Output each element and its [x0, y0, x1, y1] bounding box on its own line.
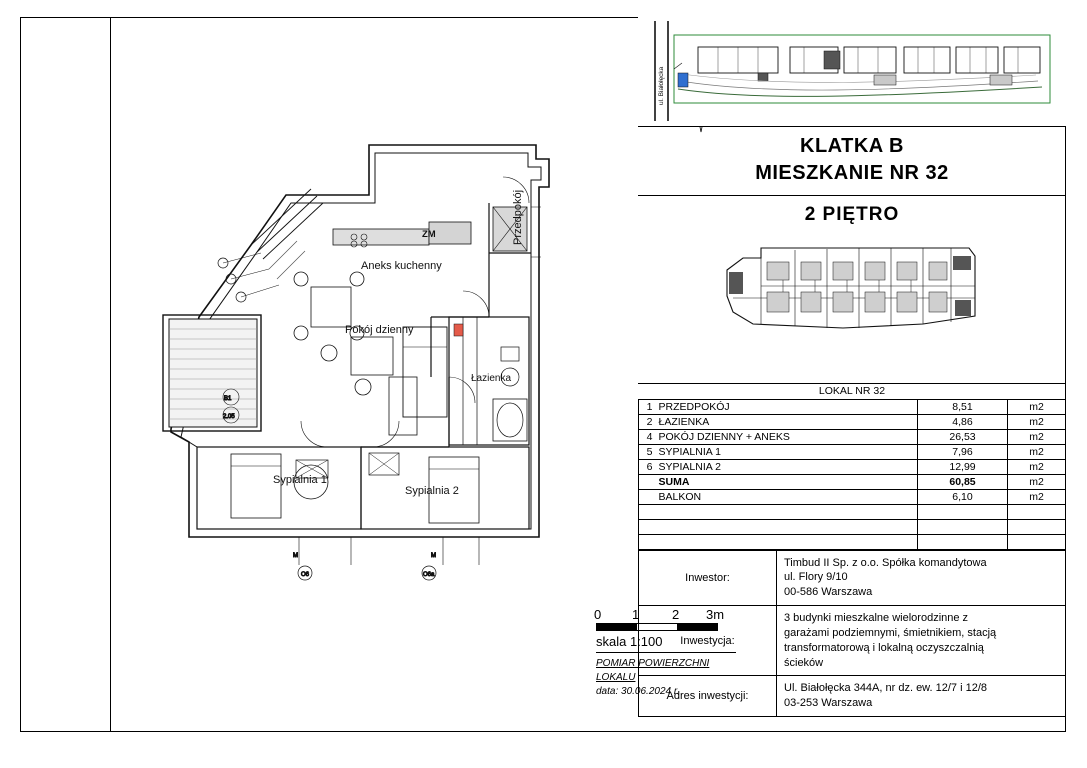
staircase-title: KLATKA B	[800, 135, 904, 157]
row-value: 6,10	[918, 489, 1008, 504]
table-row-empty	[639, 519, 1066, 534]
table-row	[639, 459, 1066, 474]
area-table-header: LOKAL NR 32	[639, 384, 1066, 399]
info-row-investor	[639, 550, 1066, 606]
row-unit: m2	[1008, 399, 1066, 414]
row-unit: m2	[1008, 489, 1066, 504]
investor-label: Inwestor:	[639, 550, 777, 606]
svg-text:M: M	[431, 553, 436, 559]
svg-text:B1: B1	[224, 396, 232, 402]
svg-text:ul. Białołęcka: ul. Białołęcka	[658, 66, 665, 105]
row-value: 26,53	[918, 429, 1008, 444]
row-name: SUMA	[655, 474, 918, 489]
info-row-investment	[639, 606, 1066, 676]
investor-line-2: ul. Flory 9/10	[784, 571, 848, 584]
area-table	[638, 384, 1066, 550]
area-table-wrapper	[638, 384, 1066, 550]
row-name: ŁAZIENKA	[655, 414, 918, 429]
info-panel	[638, 17, 1066, 732]
investment-line-2: garażami podziemnymi, śmietnikiem, stacją	[784, 626, 997, 639]
scale-tick-1: 1	[632, 607, 640, 622]
svg-text:M: M	[293, 553, 298, 559]
info-row-address	[639, 676, 1066, 717]
row-no: 4	[639, 429, 655, 444]
row-value: 8,51	[918, 399, 1008, 414]
room-label-przedpokoj: Przedpokój	[512, 189, 524, 245]
scale-tick-0: 0	[594, 607, 602, 622]
row-no: 2	[639, 414, 655, 429]
row-value: 60,85	[918, 474, 1008, 489]
investment-line-3: transformatorową i lokalną oczyszczalnią	[784, 641, 984, 654]
investor-line-1: Timbud II Sp. z o.o. Spółka komandytowa	[784, 556, 987, 569]
site-key-plan-drawing	[638, 17, 1066, 127]
table-row	[639, 429, 1066, 444]
row-no: 6	[639, 459, 655, 474]
row-name: PRZEDPOKÓJ	[655, 399, 918, 414]
investment-value	[777, 606, 1066, 676]
scale-tick-2: 2	[672, 607, 680, 622]
room-label-sypialnia-2: Sypialnia 2	[405, 485, 459, 497]
site-key-plan	[638, 17, 1066, 127]
floor-label: 2 PIĘTRO	[804, 204, 900, 225]
floor-key-plan-drawing	[723, 238, 981, 334]
address-value	[777, 676, 1066, 717]
row-no: 1	[639, 399, 655, 414]
room-label-pokoj-dzienny: Pokój dzienny	[345, 324, 414, 336]
row-unit: m2	[1008, 414, 1066, 429]
table-row	[639, 444, 1066, 459]
row-unit: m2	[1008, 459, 1066, 474]
scale-tick-3: 3m	[706, 607, 725, 622]
svg-text:2.05: 2.05	[223, 414, 235, 420]
address-line-1: Ul. Białołęcka 344A, nr dz. ew. 12/7 i 12/8	[784, 682, 988, 695]
table-row	[639, 399, 1066, 414]
scale-label: skala 1:100	[596, 634, 663, 649]
row-name: POKÓJ DZIENNY + ANEKS	[655, 429, 918, 444]
address-label: Adres inwestycji:	[639, 676, 777, 717]
row-name: BALKON	[655, 489, 918, 504]
row-no	[639, 474, 655, 489]
apartment-plan-drawing	[111, 17, 639, 617]
row-unit: m2	[1008, 429, 1066, 444]
table-row-total	[639, 474, 1066, 489]
row-no	[639, 489, 655, 504]
room-label-aneks-kuchenny: Aneks kuchenny	[361, 260, 442, 272]
floor-block	[638, 196, 1066, 384]
project-info-table	[638, 550, 1066, 718]
area-table-header-row	[639, 384, 1066, 399]
row-value: 7,96	[918, 444, 1008, 459]
investor-line-3: 00-586 Warszawa	[784, 586, 873, 599]
room-label-lazienka: Łazienka	[471, 373, 512, 384]
svg-text:O6a: O6a	[423, 572, 435, 578]
address-line-2: 03-253 Warszawa	[784, 697, 873, 710]
svg-text:O6: O6	[301, 572, 310, 578]
appliance-label-zm: ZM	[422, 229, 436, 240]
table-row	[639, 489, 1066, 504]
measurement-note-line1: POMIAR POWIERZCHNI LOKALU	[596, 658, 710, 683]
row-unit: m2	[1008, 474, 1066, 489]
room-label-sypialnia-1: Sypialnia 1	[273, 474, 327, 486]
investor-value	[777, 550, 1066, 606]
row-unit: m2	[1008, 444, 1066, 459]
row-value: 12,99	[918, 459, 1008, 474]
apartment-title: MIESZKANIE NR 32	[755, 162, 949, 184]
investment-line-1: 3 budynki mieszkalne wielorodzinne z	[784, 612, 969, 625]
row-value: 4,86	[918, 414, 1008, 429]
table-row-empty	[639, 504, 1066, 519]
measurement-note-line2: data: 30.06.2024 r.	[596, 686, 680, 697]
row-name: SYPIALNIA 2	[655, 459, 918, 474]
investment-label: Inwestycja:	[639, 606, 777, 676]
title-block	[638, 127, 1066, 196]
table-row-empty	[639, 534, 1066, 549]
investment-line-4: ścieków	[784, 656, 824, 669]
table-row	[639, 414, 1066, 429]
row-no: 5	[639, 444, 655, 459]
row-name: SYPIALNIA 1	[655, 444, 918, 459]
